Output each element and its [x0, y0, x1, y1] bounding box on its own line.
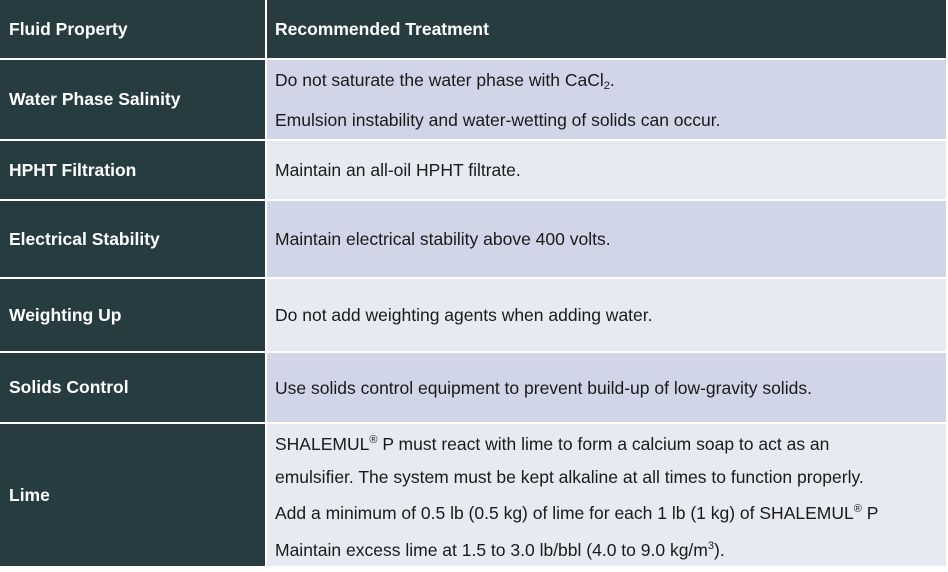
treatment-line: Maintain excess lime at 1.5 to 3.0 lb/bbl (4.0 to 9.0 $kg/m^3$).	[275, 539, 725, 560]
treatment-line: Add a minimum of 0.5 lb (0.5 kg) of lime for each 1 lb (1 kg) of SHALEMUL® P	[275, 503, 879, 523]
treatment-line: Do not saturate the water phase with CaCl$_2$.	[275, 69, 615, 92]
property-cell: Solids Control	[0, 353, 267, 422]
header-fluid-property: Fluid Property	[0, 0, 267, 58]
table-row	[0, 353, 946, 424]
treatment-line: Maintain electrical stability above 400 volts.	[275, 229, 611, 249]
treatment-line: emulsifier. The system must be kept alkaline at all times to function properly.	[275, 466, 864, 487]
table-row	[0, 279, 946, 353]
treatment-cell	[267, 60, 946, 139]
treatment-line: Do not add weighting agents when adding water.	[275, 305, 653, 325]
treatment-cell	[267, 141, 946, 199]
property-cell: Electrical Stability	[0, 201, 267, 277]
treatment-line: Use solids control equipment to prevent build-up of low-gravity solids.	[275, 377, 812, 398]
property-cell: HPHT Filtration	[0, 141, 267, 199]
treatment-cell	[267, 424, 946, 566]
table-header-row	[0, 0, 946, 60]
treatment-cell	[267, 279, 946, 351]
table-row	[0, 201, 946, 279]
property-cell: Lime	[0, 424, 267, 566]
property-cell: Water Phase Salinity	[0, 60, 267, 139]
header-recommended-treatment: Recommended Treatment	[267, 0, 946, 58]
property-cell: Weighting Up	[0, 279, 267, 351]
table-row	[0, 424, 946, 566]
treatment-line: Emulsion instability and water-wetting of solids can occur.	[275, 109, 721, 130]
table-row	[0, 60, 946, 141]
treatment-cell	[267, 353, 946, 422]
table-row	[0, 141, 946, 201]
treatment-line: Maintain an all-oil HPHT filtrate.	[275, 160, 521, 180]
treatment-cell	[267, 201, 946, 277]
treatment-line: SHALEMUL® P must react with lime to form a calcium soap to act as an	[275, 434, 830, 454]
